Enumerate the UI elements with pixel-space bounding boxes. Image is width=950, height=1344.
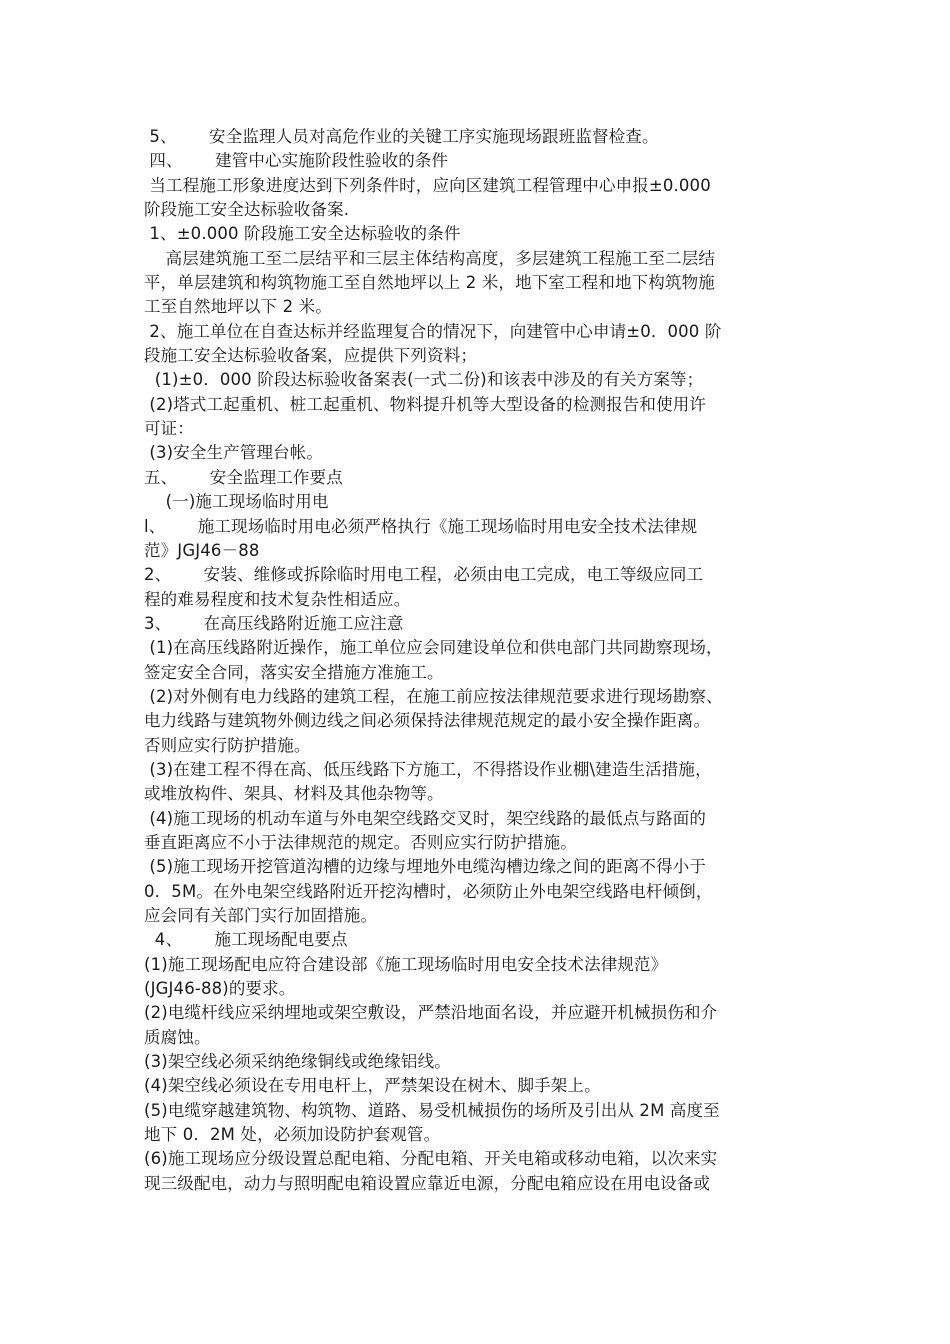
text-line: 或堆放构件、架具、材料及其他杂物等。	[144, 784, 444, 804]
text-line: 2、 安装、维修或拆除临时用电工程，必须由电工完成，电工等级应同工	[144, 565, 704, 585]
text-line: 3、 在高压线路附近施工应注意	[144, 613, 404, 633]
text-line: 5、 安全监理人员对高危作业的关键工序实施现场跟班监督检查。	[144, 127, 659, 146]
text-line: 地下 0．2M 处，必须加设防护套观管。	[144, 1125, 441, 1145]
text-line: 段施工安全达标验收备案，应提供下列资料；	[144, 346, 477, 366]
text-line: (3)架空线必须采纳绝缘铜线或绝缘铝线。	[144, 1052, 451, 1072]
text-line: 四、 建管中心实施阶段性验收的条件	[144, 151, 449, 171]
text-line: (5)施工现场开挖管道沟槽的边缘与埋地外电缆沟槽边缘之间的距离不得小于	[144, 857, 707, 877]
text-line: (3)在建工程不得在高、低压线路下方施工，不得搭设作业棚\建造生活措施，	[144, 759, 712, 779]
text-line: 范》JGJ46－88	[144, 540, 260, 560]
text-line: (1)在高压线路附近操作，施工单位应会同建设单位和供电部门共同勘察现场，	[144, 638, 723, 658]
text-line: 工至自然地坪以下 2 米。	[144, 297, 332, 317]
text-line: 可证：	[144, 419, 194, 439]
text-line: 平，单层建筑和构筑物施工至自然地坪以上 2 米，地下室工程和地下构筑物施	[144, 273, 715, 293]
text-line: 阶段施工安全达标验收备案.	[144, 200, 350, 220]
text-line: (4)施工现场的机动车道与外电架空线路交叉时，架空线路的最低点与路面的	[144, 808, 707, 828]
text-line: 否则应实行防护措施。	[144, 735, 311, 755]
text-line: 垂直距离应不小于法律规范的规定。否则应实行防护措施。	[144, 832, 577, 852]
text-line: (JGJ46-88)的要求。	[144, 979, 296, 999]
text-line: 高层建筑施工至二层结平和三层主体结构高度，多层建筑工程施工至二层结	[144, 248, 716, 268]
text-line: 1、±0.000 阶段施工安全达标验收的条件	[144, 224, 461, 244]
text-line: (2)塔式工起重机、桩工起重机、物料提升机等大型设备的检测报告和使用许	[144, 394, 707, 414]
text-line: 当工程施工形象进度达到下列条件时，应向区建筑工程管理中心申报±0.000	[144, 175, 711, 195]
text-line: 程的难易程度和技术复杂性相适应。	[144, 589, 411, 609]
text-line: (6)施工现场应分级设置总配电箱、分配电箱、开关电箱或移动电箱，以次来实	[144, 1149, 718, 1169]
text-line: (4)架空线必须设在专用电杆上，严禁架设在树木、脚手架上。	[144, 1076, 601, 1096]
text-line: 质腐蚀。	[144, 1027, 211, 1047]
text-line: 签定安全合同，落实安全措施方准施工。	[144, 662, 444, 682]
text-line: 五、 安全监理工作要点	[144, 467, 343, 487]
text-line: (1)±0．000 阶段达标验收备案表(一式二份)和该表中涉及的有关方案等；	[144, 370, 704, 390]
document-body	[144, 125, 814, 1196]
text-line: (一)施工现场临时用电	[144, 492, 329, 512]
text-line: 应会同有关部门实行加固措施。	[144, 906, 378, 925]
text-line: (1)施工现场配电应符合建设部《施工现场临时用电安全技术法律规范》	[144, 954, 668, 974]
text-line: 现三级配电，动力与照明配电箱设置应靠近电源，分配电箱应设在用电设备或	[144, 1173, 711, 1193]
text-line: l、 施工现场临时用电必须严格执行《施工现场临时用电安全技术法律规	[144, 516, 698, 536]
text-line: (2)电缆杆线应采纳埋地或架空敷设，严禁沿地面名设，并应避开机械损伤和介	[144, 1003, 718, 1023]
text-line: 4、 施工现场配电要点	[144, 930, 348, 950]
text-line: (3)安全生产管理台帐。	[144, 443, 324, 463]
text-line: 2、施工单位在自查达标并经监理复合的情况下，向建管中心申请±0．000 阶	[144, 321, 722, 341]
text-line: (2)对外侧有电力线路的建筑工程，在施工前应按法律规范要求进行现场勘察、	[144, 686, 723, 706]
text-line: (5)电缆穿越建筑物、构筑物、道路、易受机械损伤的场所及引出从 2M 高度至	[144, 1100, 720, 1120]
text-line: 电力线路与建筑物外侧边线之间必须保持法律规范规定的最小安全操作距离。	[144, 711, 711, 731]
text-line: 0．5M。在外电架空线路附近开挖沟槽时，必须防止外电架空线路电杆倾倒，	[144, 881, 713, 901]
